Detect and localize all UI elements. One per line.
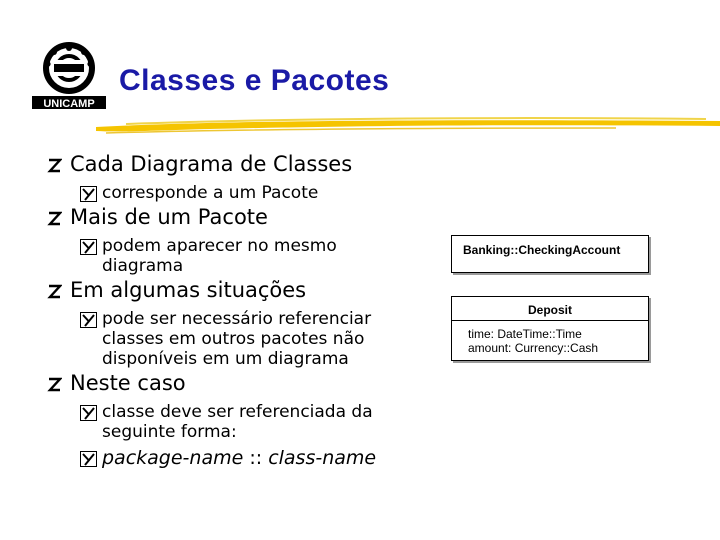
page-title: Classes e Pacotes [119,64,390,97]
sub-bullet-item [46,309,446,369]
bullet-text: Cada Diagrama de Classes [70,152,353,176]
bullet-item [46,205,446,230]
uml-class-name: Banking::CheckingAccount [463,243,621,257]
sub-bullet-text: corresponde a um Pacote [102,183,319,203]
uml-attribute: time: DateTime::Time [468,327,582,341]
bullet-item [46,371,446,396]
uml-class-checking-account [451,235,649,273]
syntax-separator: :: [243,447,269,469]
sub-bullet-box-icon [80,451,97,467]
uml-attribute: amount: Currency::Cash [468,341,599,355]
bullet-list [46,150,446,468]
sub-bullet-item [46,448,446,468]
bullet-z-icon [46,210,62,226]
sub-bullet-box-icon [80,186,97,202]
sub-bullet-item [46,183,446,203]
sub-bullet-box-icon [80,405,97,421]
bullet-item [46,278,446,303]
unicamp-logo [30,38,108,112]
bullet-item [46,152,446,177]
sub-bullet-text: podem aparecer no mesmo diagrama [102,236,337,276]
bullet-text: Mais de um Pacote [70,205,268,229]
uml-class-deposit [451,296,649,361]
sub-bullet-item [46,236,446,276]
logo-text: UNICAMP [43,98,95,110]
sub-bullet-text: classe deve ser referenciada da seguinte forma: [102,402,373,442]
title-underline [96,112,720,138]
bullet-z-icon [46,283,62,299]
bullet-z-icon [46,157,62,173]
sub-bullet-text: pode ser necessário referenciar classes em outros pacotes não disponíveis em um diagrama [102,309,372,369]
unicamp-logo-icon [30,38,108,112]
bullet-text: Neste caso [70,371,186,395]
sub-bullet-box-icon [80,239,97,255]
bullet-text: Em algumas situações [70,278,307,302]
uml-class-name: Deposit [452,297,648,321]
sub-bullet-item [46,402,446,442]
uml-attributes [452,321,648,355]
sub-bullet-box-icon [80,312,97,328]
bullet-z-icon [46,376,62,392]
syntax-class-name: class-name [268,447,377,469]
syntax-package-name: package-name [102,447,244,469]
